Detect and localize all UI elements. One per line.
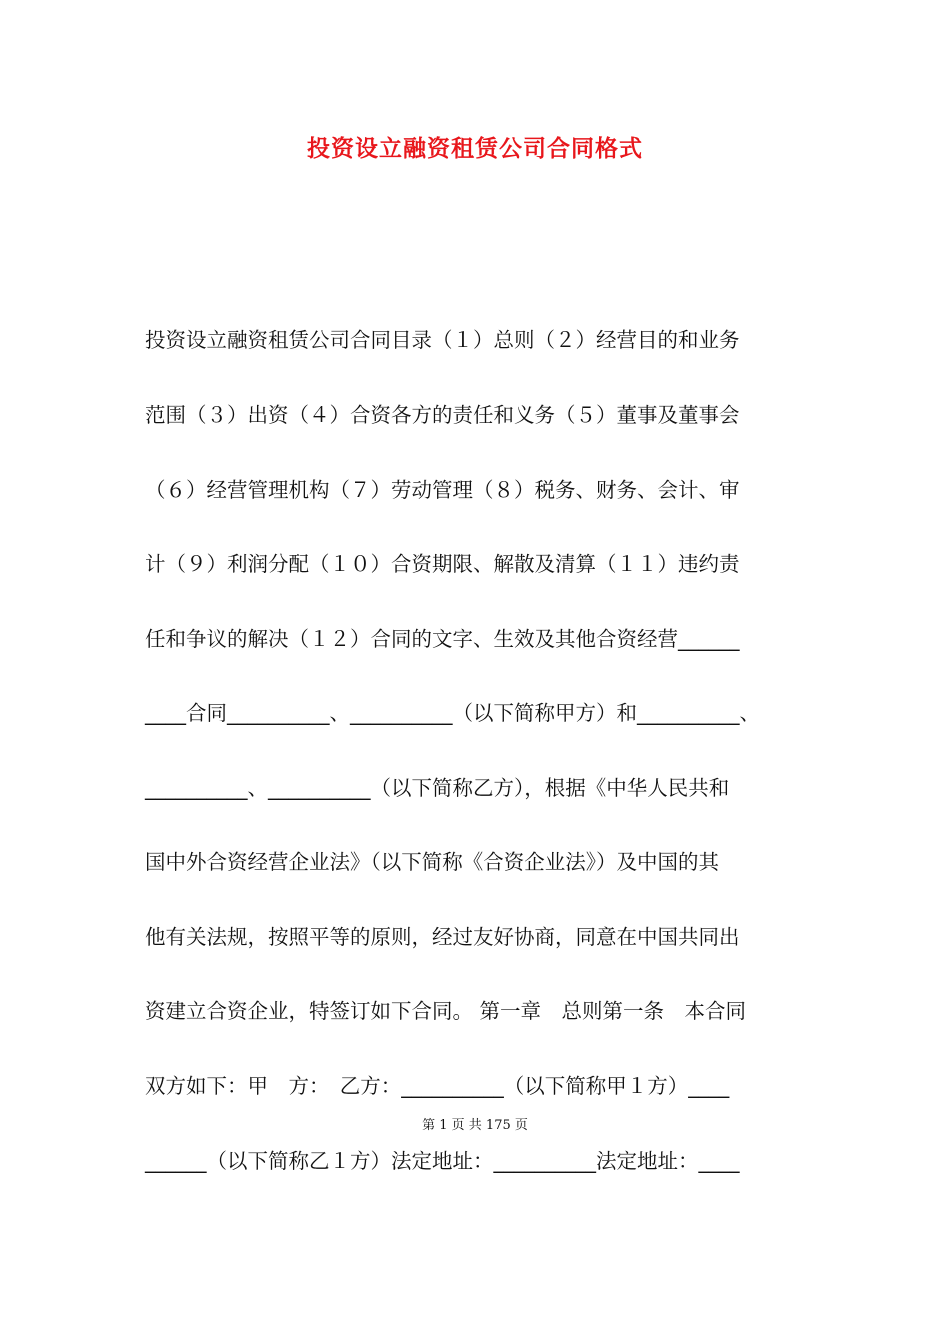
body-line: 范围（３）出资（４）合资各方的责任和义务（５）董事及董事会	[145, 403, 740, 427]
body-line: 任和争议的解决（１２）合同的文字、生效及其他合资经营______	[145, 627, 740, 651]
body-line: 双方如下：甲 方： 乙方：__________（以下简称甲１方）____	[145, 1074, 730, 1098]
body-line: 计（９）利润分配（１０）合资期限、解散及清算（１１）违约责	[145, 552, 740, 576]
body-line: 投资设立融资租赁公司合同目录（１）总则（２）经营目的和业务	[145, 328, 740, 352]
body-line: 资建立合资企业，特签订如下合同。 第一章 总则第一条 本合同	[145, 999, 747, 1023]
body-line: ____合同__________、__________（以下简称甲方）和__________、	[145, 701, 760, 725]
document-title: 投资设立融资租赁公司合同格式	[307, 136, 643, 162]
body-line: 国中外合资经营企业法》（以下简称《合资企业法》）及中国的其	[145, 850, 719, 874]
body-line: __________、__________（以下简称乙方），根据《中华人民共和	[145, 776, 730, 800]
body-line: 他有关法规，按照平等的原则，经过友好协商，同意在中国共同出	[145, 925, 740, 949]
page-number-footer: 第 1 页 共 175 页	[422, 1118, 528, 1133]
body-line: （６）经营管理机构（７）劳动管理（８）税务、财务、会计、审	[145, 478, 740, 502]
body-line: ______（以下简称乙１方）法定地址：__________法定地址：____	[145, 1149, 740, 1173]
